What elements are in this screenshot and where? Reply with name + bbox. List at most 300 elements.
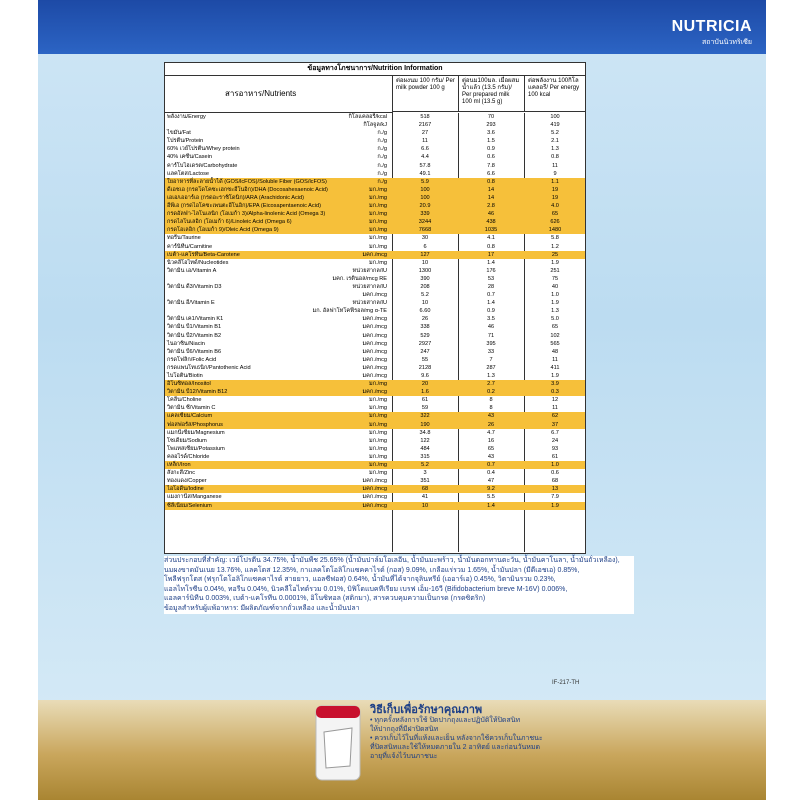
value-per-prepared: 33 [487,348,495,355]
nutrient-unit: มคก./mcg [362,494,387,501]
value-per-powder: 390 [420,275,430,282]
value-per-powder: 41 [421,494,429,501]
nutrient-name: ทอรีน/Taurine [167,235,201,242]
nutrient-name: โพแทสเซียม/Potassium [167,445,225,452]
storage-line: ที่ปิดสนิทและใช้ให้หมดภายใน 2 อาทิตย์ และก่อนวันหมด [370,744,541,751]
nutrient-unit: มคก./mcg [362,348,387,355]
value-per-powder: 9.6 [421,373,429,379]
nutrient-unit: มคก./mcg [362,324,387,331]
nutrient-name: ดีเอชเอ (กรดโดโคซะเฮกซะอีโนอิก)/DHA (Docosahexaenoic Acid) [167,186,328,193]
nutrient-name: คาร์โบไฮเดรต/Carbohydrate [167,162,238,169]
value-per-energy: 40 [551,283,559,290]
value-per-energy: 100 [550,114,560,120]
value-per-powder: 7668 [418,227,432,234]
value-per-powder: 5.2 [421,462,429,469]
value-per-energy: 0.3 [551,389,559,396]
nutrient-name: เอเอ/เออาร์เอ (กรดอะราชิโดนิก)/ARA (Arachidonic Acid) [167,194,304,201]
value-per-prepared: 2.8 [487,203,495,210]
value-per-prepared: 4.7 [487,429,495,436]
value-per-powder: 100 [420,194,430,201]
table-row [165,121,585,129]
value-per-prepared: 4.1 [487,235,495,242]
table-row [165,348,585,356]
nutrient-name: กรดไลโนเลอิก (โอเมก้า 6)/Linoleic Acid (Omega 6) [167,219,292,226]
nutrient-name: วิตามิน อี/Vitamin E [167,300,215,307]
value-per-prepared: 16 [487,437,495,444]
value-per-energy: 5.8 [551,235,559,242]
nutrient-name: วิตามิน บี1/Vitamin B1 [167,324,222,331]
value-per-prepared: 438 [486,219,496,226]
ingredients-text [164,556,634,614]
nutrient-unit: มก./mg [369,397,387,404]
value-per-energy: 75 [551,275,559,282]
nutrient-unit: มก./mg [369,194,387,201]
value-per-prepared: 43 [487,413,495,420]
nutrient-unit: มก./mg [369,227,387,234]
value-per-powder: 4.4 [421,154,429,161]
header-nutrient-label: สารอาหาร/Nutrients [225,89,297,98]
table-row [165,202,585,210]
table-row [165,153,585,161]
value-per-prepared: 0.8 [487,243,495,250]
value-per-prepared: 46 [487,324,495,331]
value-per-energy: 1.0 [551,292,559,299]
value-per-energy: 37 [551,421,559,428]
nutrient-unit: มก./mg [369,186,387,193]
value-per-energy: 11 [552,162,558,169]
value-per-powder: 2128 [418,364,432,371]
value-per-energy: 25 [551,251,559,258]
value-per-prepared: 46 [487,211,495,218]
value-per-powder: 247 [420,348,430,355]
table-row [165,275,585,283]
value-per-energy: 2.1 [551,138,559,145]
nutrient-unit: มก./mg [369,405,387,412]
value-per-prepared: 0.6 [487,154,495,161]
nutrient-name: วิตามิน ดี3/Vitamin D3 [167,283,222,290]
value-per-prepared: 3.5 [487,316,495,323]
nutrition-rows [165,113,585,510]
value-per-energy: 626 [550,219,560,226]
table-row [165,307,585,315]
table-row [165,493,585,501]
value-per-energy: 0.6 [551,470,559,477]
table-row [165,162,585,170]
brand-subtitle: สถาบันนิวทริเซีย [701,39,752,46]
value-per-prepared: 8 [489,405,493,412]
value-per-prepared: 17 [487,251,495,258]
nutrient-name: วิตามิน บี12/Vitamin B12 [167,389,228,396]
table-row [165,194,585,202]
value-per-energy: 12 [551,397,559,404]
value-per-powder: 27 [421,130,429,137]
table-row [165,356,585,364]
milk-can-icon [312,702,364,784]
value-per-energy: 1.1 [551,178,559,185]
nutrient-unit: มคก./mcg [362,486,387,493]
value-per-energy: 65 [551,211,559,218]
value-per-energy: 1.9 [551,300,559,307]
value-per-powder: 10 [421,300,429,307]
nutrient-name: โคลีน/Choline [167,397,202,404]
value-per-prepared: 9.2 [487,486,495,493]
nutrient-unit: มคก./mcg [362,251,387,258]
value-per-energy: 65 [551,324,559,331]
nutrient-unit: มก./mg [369,243,387,250]
nutrient-name: คาร์นิทีน/Carnitine [167,243,213,250]
table-row [165,251,585,259]
ingredients-line: นมผงขาดมันเนย 13.76%, แลคโตส 12.35%, กาแลคโตโอลิโกแซคคาไรด์ (กอส) 9.09%, เกลือแร่รวม 1.65%, น้ำมันปลา (มีดีเอชเอ) 0.85%, [164,566,580,574]
value-per-powder: 315 [420,453,430,460]
nutrient-name: คลอไรด์/Chloride [167,453,210,460]
table-row [165,364,585,372]
nutrient-unit: มคก./mcg [362,316,387,323]
nutrient-name: สังกะสี/Zinc [167,470,196,477]
value-per-energy: 93 [551,445,559,452]
table-row [165,137,585,145]
nutrient-name: อีพีเอ (กรดไอโคซะเพนตะอีโนอิก)/EPA (Eicosapentaenoic Acid) [167,203,321,210]
nutrient-name: ไนอาซิน/Niacin [167,340,205,347]
table-row [165,453,585,461]
nutrient-name: ไบโอติน/Biotin [167,373,203,379]
value-per-prepared: 26 [487,421,495,428]
ingredients-line: แอลคาร์นิทีน 0.003%, เบต้า-แคโรทีน 0.0001%, อิโนซิทอล (สติกมา), สารควบคุมความเป็นกรด (กรดซิตริก) [164,595,486,603]
value-per-powder: 61 [421,397,429,404]
nutrition-table-title: ข้อมูลทางโภชนาการ/Nutrition Information [165,63,585,76]
value-per-prepared: 28 [487,283,495,290]
value-per-prepared: 287 [486,364,496,371]
table-row [165,113,585,121]
table-row [165,332,585,340]
ingredients-line: โพลีฟรุกโตส (ฟรุกโตโอลิโกแซคคาไรด์ สายยาว, แอลซีฟอส) 0.64%, น้ำมันที่ได้จากจุลินทรีย์ (เออาร์เอ) 0.45%, วิตามินรวม 0.23%, [164,576,556,584]
value-per-prepared: 7.8 [487,162,495,169]
nutrient-name: วิตามิน เอ/Vitamin A [167,267,217,274]
nutrient-unit: ก./g [377,130,387,137]
value-per-powder: 351 [420,478,430,485]
table-row [165,186,585,194]
table-row [165,421,585,429]
value-per-prepared: 0.9 [487,146,495,153]
value-per-powder: 68 [421,486,429,493]
table-row [165,243,585,251]
value-per-powder: 339 [420,211,430,218]
nutrient-name: กรดโอเลอิก (โอเมก้า 9)/Oleic Acid (Omega 9) [167,227,279,234]
value-per-prepared: 1035 [484,227,498,234]
value-per-prepared: 14 [487,186,495,193]
nutrient-unit: ก./g [377,154,387,161]
nutrient-unit: มก./mg [369,445,387,452]
table-row [165,210,585,218]
nutrient-name: กรดแพนโทเธนิก/Pantothenic Acid [167,364,251,371]
value-per-powder: 518 [420,114,430,120]
value-per-powder: 1.6 [421,389,429,396]
nutrient-name: แมงกานีส/Manganese [167,494,222,501]
nutrient-unit: มก./mg [369,470,387,477]
nutrient-unit: กิโลจูล/kJ [363,122,387,129]
nutrient-name: อิโนซิทอล/Inositol [167,381,211,388]
nutrient-unit: มก./mg [369,429,387,436]
value-per-energy: 9 [553,170,557,177]
nutrient-unit: มก./mg [369,203,387,210]
table-row [165,145,585,153]
value-per-prepared: 47 [487,478,495,485]
value-per-powder: 5.9 [421,178,429,185]
brand-name: NUTRICIA [671,18,752,35]
value-per-energy: 1.3 [551,146,559,153]
table-row [165,396,585,404]
value-per-powder: 127 [420,251,430,258]
nutrient-name: วิตามิน ซี/Vitamin C [167,405,216,412]
value-per-prepared: 0.8 [487,178,495,185]
table-row [165,323,585,331]
table-row [165,429,585,437]
value-per-powder: 208 [420,283,430,290]
storage-line: ให้ปากถุงที่มีฝาปิดสนิท [370,726,439,733]
value-per-prepared: 5.5 [487,494,495,501]
nutrient-name: วิตามิน บี6/Vitamin B6 [167,348,222,355]
value-per-prepared: 0.9 [487,308,495,315]
nutrient-unit: ก./g [377,162,387,169]
value-per-energy: 7.9 [551,494,559,501]
nutrient-name: โซเดียม/Sodium [167,437,207,444]
table-row [165,267,585,275]
nutrient-name: ฟอสฟอรัส/Phosphorus [167,421,223,428]
nutrient-unit: หน่วยสากล/IU [352,283,387,290]
value-per-energy: 11 [552,405,558,412]
value-per-prepared: 1.3 [487,373,495,379]
value-per-prepared: 43 [487,453,495,460]
value-per-prepared: 8 [489,397,493,404]
storage-title: วิธีเก็บเพื่อรักษาคุณภาพ [370,704,483,716]
table-row [165,315,585,323]
ingredients-line: ส่วนประกอบที่สำคัญ: เวย์โปรตีน 34.75%, น้ำมันพืช 25.65% (น้ำมันปาล์มโอเลอีน, น้ำมันมะพร้าว, น้ำมันดอกทานตะวัน, น้ำมันคาโนลา, น้ำมันถั่วเหลือง), [164,557,620,564]
value-per-energy: 11 [552,356,558,363]
value-per-powder: 529 [420,332,430,339]
value-per-powder: 57.8 [419,162,431,169]
nutrient-unit: มก. อัลฟาโทโคฟีรอล/mg α-TE [312,308,387,315]
value-per-energy: 6.7 [551,429,559,436]
table-row [165,129,585,137]
nutrient-unit: มคก./mcg [362,502,387,509]
nutrient-unit: มก./mg [369,235,387,242]
header-nutrient [165,76,393,113]
storage-instructions [370,716,730,761]
table-row [165,380,585,388]
nutrient-unit: มก./mg [369,259,387,266]
nutrient-unit: ก./g [377,170,387,177]
header-per-energy: ต่อพลังงาน 100กิโลแคลอรี/ Per energy 100 kcal [525,76,585,112]
value-per-energy: 0.8 [551,154,559,161]
table-row [165,218,585,226]
value-per-powder: 1300 [418,267,432,274]
nutrient-unit: มก./mg [369,453,387,460]
nutrition-table [164,62,586,554]
value-per-powder: 10 [421,259,429,266]
value-per-prepared: 1.5 [487,138,495,145]
value-per-powder: 34.8 [419,429,431,436]
table-row [165,299,585,307]
value-per-powder: 338 [420,324,430,331]
value-per-prepared: 70 [487,114,495,120]
value-per-powder: 59 [421,405,429,412]
storage-line: อายุที่แจ้งไว้บนภาชนะ [370,753,438,760]
table-row [165,477,585,485]
nutrient-name: ไขมัน/Fat [167,130,191,137]
value-per-energy: 5.2 [551,130,559,137]
header-per-prepared: ต่อนม100มล. เมื่อผสมน้ำแล้ว (13.5 กรัม)/ Per prepared milk 100 ml (13.5 g) [459,76,525,112]
value-per-powder: 20.9 [419,203,431,210]
nutrient-name: กรดอัลฟ่า-ไลโนเลนิก (โอเมก้า 3)/Alpha-linolenic Acid (Omega 3) [167,211,326,218]
nutrient-unit: มก./mg [369,421,387,428]
value-per-prepared: 0.2 [487,389,495,396]
table-row [165,178,585,186]
nutrient-name: ใยอาหารที่ละลายน้ำได้ (GOS/lcFOS)/Soluble Fiber (GOS/lcFOS) [167,178,327,185]
nutrient-unit: มคก./mcg [362,292,387,299]
value-per-energy: 1.3 [551,308,559,315]
table-row [165,340,585,348]
table-row [165,388,585,396]
nutrient-name: กรดโฟลิก/Folic Acid [167,356,217,363]
value-per-powder: 10 [421,502,429,509]
nutrient-unit: หน่วยสากล/IU [352,267,387,274]
value-per-powder: 322 [420,413,430,420]
nutrient-name: นิวคลีโอไทด์/Nucleotides [167,259,229,266]
nutrient-unit: มคก./mcg [362,332,387,339]
nutrient-unit: มคก. เรตินอล/mcg RE [332,275,387,282]
nutrient-unit: มคก./mcg [362,364,387,371]
table-row [165,234,585,242]
nutrient-unit: ก./g [377,178,387,185]
value-per-powder: 30 [421,235,429,242]
storage-line: • ควรเก็บไว้ในที่แห้งและเย็น หลังจากใช้ควรเก็บในภาชนะ [370,735,543,742]
value-per-energy: 102 [550,332,560,339]
nutrient-name: แคลเซียม/Calcium [167,413,213,420]
nutrient-unit: มก./mg [369,219,387,226]
value-per-powder: 484 [420,445,430,452]
value-per-prepared: 7 [489,356,493,363]
value-per-powder: 190 [420,421,430,428]
value-per-prepared: 0.7 [487,292,495,299]
value-per-prepared: 395 [486,340,496,347]
product-code: IF-217-TH [552,680,580,686]
value-per-energy: 19 [551,194,559,201]
nutrient-name: 40% เคซีน/Casein [167,154,212,161]
value-per-energy: 1.9 [551,373,559,379]
value-per-powder: 2167 [418,122,432,129]
value-per-powder: 3 [423,470,427,477]
value-per-powder: 6.6 [421,146,429,153]
value-per-powder: 6 [423,243,427,250]
nutrient-unit: ก./g [377,138,387,145]
nutrient-unit: มคก./mcg [362,373,387,379]
value-per-powder: 3244 [418,219,432,226]
value-per-powder: 122 [420,437,430,444]
nutrient-name: แมกนีเซียม/Magnesium [167,429,225,436]
value-per-energy: 1.0 [551,462,559,469]
table-row [165,461,585,469]
value-per-energy: 1480 [548,227,562,234]
table-row [165,170,585,178]
value-per-prepared: 6.6 [487,170,495,177]
value-per-prepared: 1.4 [487,502,495,509]
nutrient-unit: มก./mg [369,211,387,218]
value-per-energy: 1.9 [551,259,559,266]
value-per-energy: 1.9 [551,502,559,509]
value-per-energy: 5.0 [551,316,559,323]
package-header-band [38,0,766,54]
table-row [165,259,585,267]
table-row [165,469,585,477]
value-per-energy: 419 [550,122,560,129]
nutrient-unit: มก./mg [369,462,387,469]
nutrient-unit: มคก./mcg [362,478,387,485]
nutrient-name: เบต้า-แคโรทีน/Beta-Carotene [167,251,240,258]
value-per-powder: 55 [421,356,429,363]
nutrient-unit: มก./mg [369,381,387,388]
value-per-energy: 565 [550,340,560,347]
nutrient-name: เหล็ก/Iron [167,462,191,469]
table-row [165,502,585,510]
value-per-powder: 6.60 [419,308,431,315]
value-per-prepared: 293 [486,122,496,129]
nutrient-unit: มคก./mcg [362,340,387,347]
value-per-prepared: 2.7 [487,381,495,388]
nutrient-name: วิตามิน บี2/Vitamin B2 [167,332,222,339]
nutrient-unit: มก./mg [369,413,387,420]
nutrient-unit: มคก./mcg [362,356,387,363]
value-per-energy: 24 [551,437,559,444]
table-row [165,485,585,493]
value-per-powder: 100 [420,186,430,193]
value-per-prepared: 14 [487,194,495,201]
value-per-energy: 68 [551,478,559,485]
value-per-energy: 48 [551,348,559,355]
value-per-prepared: 0.7 [487,462,495,469]
nutrient-name: โปรตีน/Protein [167,138,204,145]
value-per-energy: 251 [550,267,560,274]
value-per-prepared: 0.4 [487,470,495,477]
value-per-energy: 19 [551,186,559,193]
nutrient-name: พลังงาน/Energy [167,114,206,120]
nutrient-name: วิตามิน เค1/Vitamin K1 [167,316,224,323]
value-per-energy: 4.0 [551,203,559,210]
value-per-prepared: 65 [487,445,495,452]
nutrient-name: ไอโอดีน/Iodine [167,486,204,493]
nutrient-name: 60% เวย์โปรตีน/Whey protein [167,146,240,153]
value-per-energy: 1.2 [551,243,559,250]
value-per-prepared: 71 [487,332,495,339]
value-per-powder: 26 [421,316,429,323]
header-per-powder: ต่อผงนม 100 กรัม/ Per milk powder 100 g [393,76,459,112]
value-per-powder: 49.1 [419,170,431,177]
nutrient-unit: กิโลแคลอรี/kcal [348,114,387,120]
value-per-powder: 5.2 [421,292,429,299]
ingredients-line: แอลไทโรซีน 0.04%, ทอรีน 0.04%, นิวคลีโอไทด์รวม 0.01%, บิฟิโดแบคทีเรียม เบรฟ เอ็ม-16วี (Bifidobacterium breve M-16V) 0.006%, [164,585,568,593]
ingredients-line: ข้อมูลสำหรับผู้แพ้อาหาร: มีผลิตภัณฑ์จากถั่วเหลือง และน้ำมันปลา [164,604,360,612]
table-row [165,226,585,234]
table-row [165,437,585,445]
value-per-prepared: 3.6 [487,130,495,137]
value-per-energy: 411 [550,364,560,371]
value-per-energy: 61 [551,453,559,460]
table-row [165,412,585,420]
table-row [165,291,585,299]
value-per-prepared: 176 [486,267,496,274]
value-per-energy: 13 [551,486,559,493]
value-per-prepared: 1.4 [487,259,495,266]
table-row [165,283,585,291]
table-row [165,404,585,412]
